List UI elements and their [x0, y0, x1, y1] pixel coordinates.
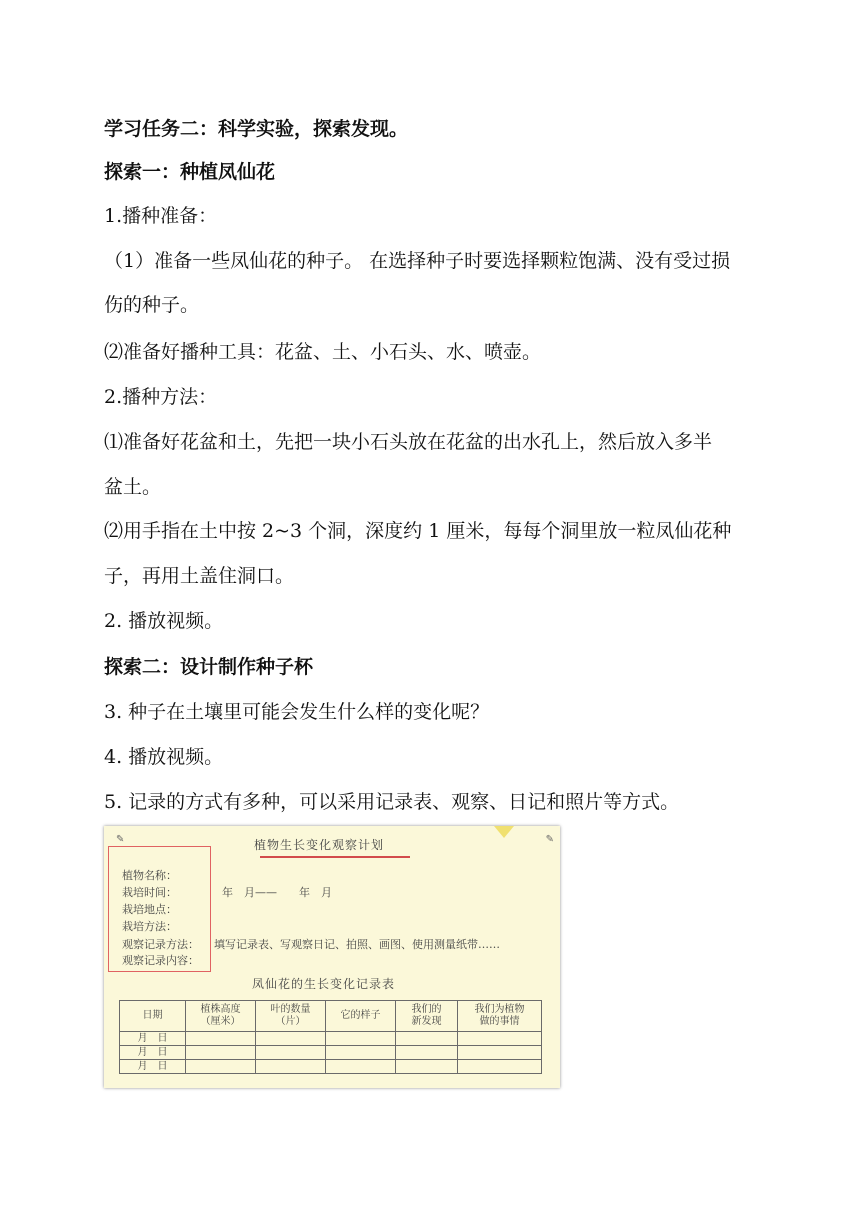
table-header-cell: 叶的数量 （片）	[256, 1001, 326, 1032]
section2-para2-line2: 子，再用土盖住洞口。	[104, 565, 295, 587]
task-heading: 学习任务二：科学实验，探索发现。	[104, 118, 409, 140]
table-header-cell: 植株高度 （厘米）	[186, 1001, 256, 1032]
table-header-cell: 我们为植物 做的事情	[458, 1001, 542, 1032]
table-cell: 月 日	[120, 1060, 186, 1074]
item-5: 5. 记录的方式有多种，可以采用记录表、观察、日记和照片等方式。	[104, 791, 680, 813]
field-label: 观察记录方法：	[122, 938, 199, 951]
section1-para2: ⑵准备好播种工具：花盆、土、小石头、水、喷壶。	[104, 341, 542, 363]
explore2-heading: 探索二：设计制作种子杯	[104, 656, 314, 678]
corner-decoration	[494, 826, 514, 838]
table-cell	[326, 1046, 396, 1060]
record-table-title: 凤仙花的生长变化记录表	[252, 977, 396, 991]
table-cell: 月 日	[120, 1046, 186, 1060]
table-cell	[256, 1032, 326, 1046]
field-label: 栽培地点：	[122, 903, 177, 916]
table-cell	[458, 1060, 542, 1074]
section1-para1-line2: 伤的种子。	[104, 294, 200, 316]
section2-title: 2.播种方法：	[104, 386, 218, 408]
table-header-cell: 日期	[120, 1001, 186, 1032]
explore1-heading: 探索一：种植凤仙花	[104, 161, 276, 183]
section1-para1-line1: （1）准备一些凤仙花的种子。 在选择种子时要选择颗粒饱满、没有受过损	[104, 250, 731, 272]
pin-icon: ✎	[116, 834, 125, 845]
section2-para2-line1: ⑵用手指在土中按 2~3 个洞，深度约 1 厘米，每每个洞里放一粒凤仙花种	[104, 520, 732, 542]
table-cell: 月 日	[120, 1032, 186, 1046]
table-cell	[326, 1032, 396, 1046]
pin-icon: ✎	[545, 834, 554, 845]
table-row	[120, 1032, 542, 1046]
table-header-cell: 我们的 新发现	[396, 1001, 458, 1032]
section2-para1-line1: ⑴准备好花盆和土，先把一块小石头放在花盆的出水孔上，然后放入多半	[104, 431, 713, 453]
table-cell	[186, 1046, 256, 1060]
table-header-row	[120, 1001, 542, 1032]
table-cell	[256, 1046, 326, 1060]
play-video-item: 2. 播放视频。	[104, 610, 224, 632]
table-row	[120, 1060, 542, 1074]
table-cell	[186, 1060, 256, 1074]
table-cell	[458, 1032, 542, 1046]
planting-time-value: 年 月—— 年 月	[222, 886, 332, 899]
field-label: 观察记录内容：	[122, 954, 199, 967]
item-4: 4. 播放视频。	[104, 746, 224, 768]
table-cell	[396, 1032, 458, 1046]
field-label: 栽培方法：	[122, 920, 177, 933]
item-3: 3. 种子在土壤里可能会发生什么样的变化呢？	[104, 701, 490, 723]
plan-title-underline	[260, 856, 410, 858]
field-label: 栽培时间：	[122, 886, 177, 899]
table-cell	[186, 1032, 256, 1046]
table-header-cell: 它的样子	[326, 1001, 396, 1032]
table-row	[120, 1046, 542, 1060]
observation-method-value: 填写记录表、写观察日记、拍照、画图、使用测量纸带……	[214, 938, 500, 951]
section2-para1-line2: 盆土。	[104, 476, 162, 498]
section1-title: 1.播种准备：	[104, 205, 218, 227]
observation-plan-image	[104, 826, 560, 1088]
table-cell	[396, 1046, 458, 1060]
table-cell	[256, 1060, 326, 1074]
table-cell	[458, 1046, 542, 1060]
table-cell	[396, 1060, 458, 1074]
plan-title: 植物生长变化观察计划	[254, 838, 385, 852]
table-cell	[326, 1060, 396, 1074]
record-table	[119, 1000, 542, 1074]
field-label: 植物名称：	[122, 869, 177, 882]
